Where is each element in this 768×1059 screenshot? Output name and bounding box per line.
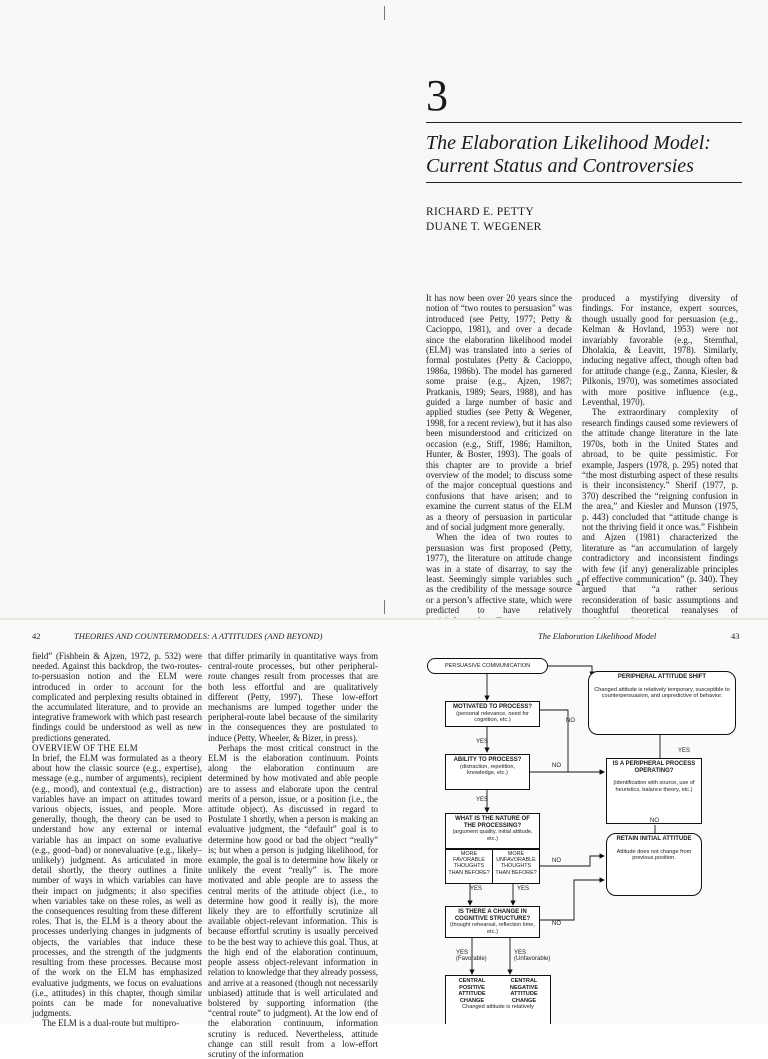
running-head-42: THEORIES AND COUNTERMODELS: A ATTITUDES (AND BEYOND) (74, 631, 323, 641)
page-number-43: 43 (731, 631, 740, 641)
arrow-to-shift (548, 666, 592, 676)
paragraph: The extraordinary complexity of research findings caused some reviewers of the attitude change literature in the late 1970s, both in the United States and abroad, to be quite pessimistic. For example, Jaspers (1978, p. 295) noted that “the most disturbing aspect of these results is their inconsistency.” Sherif (1977, p. 370) described the “reigning confusion in the area,” and Kiesler and Munson (1975, p. 443) concluded that “attitude change is not the thriving field it once was.” Fishbein and Ajzen (1981) characterized the literature as “an accumulation of largely contradictory and inconsistent findings with few (if any) generalizable principles of effective communication” (p. 340). They argued that “a rather serious reconsideration of basic assumptions and thoughtful theoretical reanalyses of (582, 407, 738, 616)
chapter-number: 3 (426, 71, 448, 120)
paragraph: When the idea of two routes to persuasion was first proposed (Petty, 1977), the literature on attitude change was in a state of disarray, to say the least. Seemingly simple variables such as the credibility of the message source or a person’s affective state, which were predicted to have relatively (426, 532, 572, 616)
page-number-41: 41 (576, 578, 585, 588)
central-negative-label: CENTRAL NEGATIVE ATTITUDE CHANGE (509, 978, 539, 1004)
arrow-structure-no (540, 880, 604, 920)
paragraph: produced a mystifying diversity of findings. For instance, expert sources, though usually good for persuasion (e.g., Kelman & Hovland, 1953) were not invariably favorable (e.g., Sternthal, Dholakia, & Leavitt, 1978). Similarly, inducing negative affect, though often bad for attitude change (e.g., Zanna, Kiesler, & Pilkonis, 1970), was sometimes associated with more positive influence (e.g., Leventhal, 1970). (582, 293, 738, 408)
more-favorable-cell: MORE FAVORABLE THOUGHTS THAN BEFORE? (445, 849, 493, 884)
chapter-title-line-2: Current Status and Controversies (426, 155, 694, 177)
author-2: DUANE T. WEGENER (426, 221, 542, 233)
yes-label: YES (470, 886, 483, 892)
yes-label: YES (517, 886, 530, 892)
nature-of-processing-box: WHAT IS THE NATURE OF THE PROCESSING? (argument quality, initial attitude, etc.) (445, 813, 540, 849)
retain-initial-attitude-box: RETAIN INITIAL ATTITUDE Attitude does not change from previous position. (606, 833, 702, 896)
paragraph: It has now been over 20 years since the notion of “two routes to persuasion” was introduced (see Petty, 1977; Petty & Cacioppo, 1981), and over a decade since the elaboration likelihood model (ELM) was translated into a series of formal postulates (Petty & Cacioppo, 1986a, 1986b). The model has garnered some praise (e.g., Ajzen, 1987; Pratkanis, 1989; Sears, 1988), and has guided a large number of basic and applied studies (see Petty & Wegener, 1998, for a recent review), but it has also been misunderstood and criticized on occasion (e.g., Stiff, 1986; Hamilton, Hunter, & Boster, 1993). The goals of this chapter are to provide a brief overview of the model; to discuss some of the major conceptual questions and confusions that have arisen; and to examine the current status of the ELM as a theory of persuasion in particular and of social judgment more generally. (426, 293, 572, 532)
peripheral-process-box: IS A PERIPHERAL PROCESS OPERATING? (identification with source, use of heuristics, balance theory, etc.) (606, 758, 702, 824)
running-head-43: The Elaboration Likelihood Model (538, 631, 657, 641)
yes-label: YES (678, 748, 691, 754)
paragraph: field” (Fishbein & Ajzen, 1972, p. 532) were needed. Against this backdrop, the two-routes-to-persuasion notion and the ELM were introduced in order to account for the complicated and perplexing results obtained in the accumulated literature, and to provide an integrative framework with which past research findings could be understood as well as new predictions generated. (32, 651, 202, 743)
paragraph: that differ primarily in quantitative ways from central-route processes, but other peripheral-route changes result from processes that are both less effortful and are qualitatively different (Petty, 1997). These low-effort mechanisms are lumped together under the peripheral-route label because of the similarity in the consequences they are postulated to induce (Petty, Wheeler, & Bizer, in press). (208, 651, 378, 743)
cognitive-structure-box: IS THERE A CHANGE IN COGNITIVE STRUCTURE? (thought rehearsal, reflection time, etc.) (445, 906, 540, 938)
ability-to-process-box: ABILITY TO PROCESS? (distraction, repetition, knowledge, etc.) (445, 754, 530, 790)
paragraph: In brief, the ELM was formulated as a theory about how the classic source (e.g., expertise), message (e.g., number of arguments), recipient (e.g., mood), and contextual (e.g., distraction) variables have an impact on attitudes toward various objects, issues, and people. More generally, though, the theory can be used to understand how any external or internal variable has an impact on some evaluative (e.g., good–bad) or nonevaluative (e.g., likely–unlikely) judgment. As articulated in more detail shortly, the theory outlines a finite number of ways in which variables can have their impact on judgments; it also specifies when variables take on these roles, as well as the consequences resulting from these different roles. That is, the ELM is a theory about the processes underlying changes in judgments of objects, the variables that induce these processes, and the strength of the judgments resulting from these processes. Because most of the work on the ELM has emphasized evaluative judgments, we focus on evaluations (i.e., attitudes) in this chapter, though similar points can be made for nonevaluative judgments. (32, 753, 202, 1019)
yes-label: YES (476, 797, 489, 803)
yes-unfavorable-label: YES (Unfavorable) (514, 950, 551, 962)
author-1: RICHARD E. PETTY (426, 206, 534, 218)
central-positive-label: CENTRAL POSITIVE ATTITUDE CHANGE (458, 978, 486, 1004)
paragraph: The ELM is a dual-route but multipro- (42, 1018, 180, 1029)
paragraph: Perhaps the most critical construct in the ELM is the elaboration continuum. Points along the elaboration continuum are determined by how motivated and able people are to assess and elaborate upon the central merits of a person, issue, or a position (i.e., the attitude object). As discussed in regard to Postulate 1 shortly, when a person is making an evaluative judgment, the “default” goal is to determine how good or bad the object “really” is; but when a person is judging likelihood, for example, the goal is to determine how likely or unlikely the event “really” is. The more motivated and able people are to assess the central merits of the attitude object (i.e., to determine how good it really is), the more likely they are to effortfully scrutinize all available object-relevant information. This is because effortful scrutiny is usually perceived to be the best way to achieve this goal. Thus, at the high end of the elaboration continuum, people assess object-relevant information in relation to knowledge that they already possess, and arrive at a reasoned (though not necessarily unbiased) attitude that is well articulated and bolstered by supporting information (the “central route” to judgment). At the low end of the elaboration continuum, information scrutiny is reduced. Nevertheless, attitude change can still result from a low-effort scrutiny of the information (208, 742, 378, 1059)
no-label: NO (552, 858, 561, 864)
central-attitude-change-box (445, 975, 551, 1024)
chapter-title-line-1: The Elaboration Likelihood Model: (426, 132, 711, 154)
no-label: NO (650, 818, 659, 824)
motivated-to-process-box: MOTIVATED TO PROCESS? (personal relevance, need for cognition, etc.) (445, 701, 540, 727)
central-note: Changed attitude is relatively (462, 1004, 534, 1011)
yes-favorable-label: YES (Favorable) (456, 950, 487, 962)
page-number-42: 42 (32, 631, 41, 641)
no-label: NO (552, 921, 561, 927)
no-label: NO (552, 763, 561, 769)
section-heading: OVERVIEW OF THE ELM (32, 742, 138, 753)
yes-label: YES (476, 739, 489, 745)
more-unfavorable-cell: MORE UNFAVORABLE THOUGHTS THAN BEFORE? (492, 849, 540, 884)
arrow-neither-no (540, 856, 604, 866)
no-label: NO (566, 718, 575, 724)
persuasive-communication-box: PERSUASIVE COMMUNICATION (427, 658, 548, 674)
peripheral-attitude-shift-box: PERIPHERAL ATTITUDE SHIFT Changed attitude is relatively temporary, susceptible to counterpersuasion, and unpredictive of behavior. (588, 671, 736, 735)
